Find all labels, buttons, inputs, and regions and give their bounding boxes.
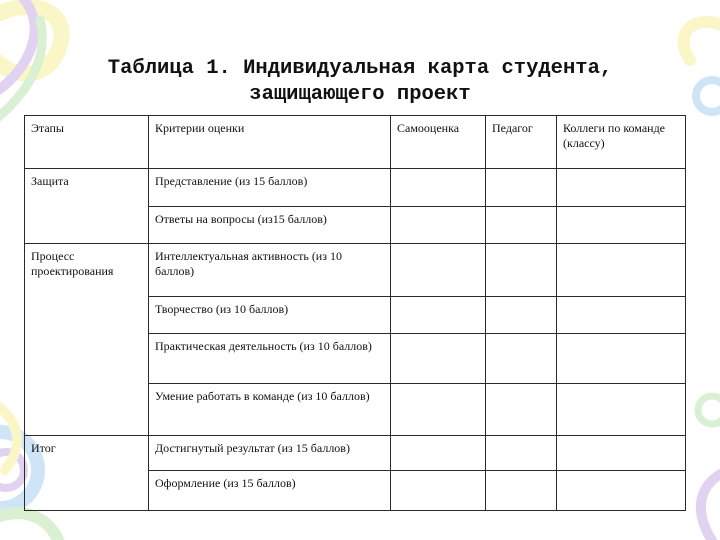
- header-teacher: Педагог: [486, 116, 557, 169]
- table-row: [25, 169, 686, 207]
- header-self-assessment: Самооценка: [391, 116, 486, 169]
- title-line-1: Таблица 1. Индивидуальная карта студента,: [107, 57, 613, 80]
- page-title: [40, 56, 680, 108]
- stage-design-process: Процесс проектирования: [25, 244, 149, 436]
- score-cell-self[interactable]: [391, 244, 486, 297]
- score-cell-peers[interactable]: [557, 471, 686, 511]
- score-cell-teacher[interactable]: [486, 384, 557, 436]
- title-line-2: защищающего проект: [249, 83, 471, 106]
- score-cell-peers[interactable]: [557, 297, 686, 334]
- score-cell-teacher[interactable]: [486, 207, 557, 244]
- score-cell-self[interactable]: [391, 334, 486, 384]
- criterion-creativity: Творчество (из 10 баллов): [149, 297, 391, 334]
- corner-swirl-bottom-right: [698, 396, 720, 540]
- score-cell-peers[interactable]: [557, 334, 686, 384]
- score-cell-self[interactable]: [391, 169, 486, 207]
- score-cell-teacher[interactable]: [486, 436, 557, 471]
- criterion-teamwork: Умение работать в команде (из 10 баллов): [149, 384, 391, 436]
- score-cell-peers[interactable]: [557, 207, 686, 244]
- stage-result: Итог: [25, 436, 149, 511]
- score-cell-self[interactable]: [391, 207, 486, 244]
- criterion-achieved-result: Достигнутый результат (из 15 баллов): [149, 436, 391, 471]
- score-cell-peers[interactable]: [557, 244, 686, 297]
- criterion-practical-activity: Практическая деятельность (из 10 баллов): [149, 334, 391, 384]
- stage-defense: Защита: [25, 169, 149, 244]
- header-peers: Коллеги по команде (классу): [557, 116, 686, 169]
- score-cell-self[interactable]: [391, 297, 486, 334]
- score-cell-self[interactable]: [391, 384, 486, 436]
- table-row: [25, 436, 686, 471]
- score-cell-teacher[interactable]: [486, 471, 557, 511]
- score-cell-self[interactable]: [391, 471, 486, 511]
- score-cell-peers[interactable]: [557, 436, 686, 471]
- corner-swirl-top-right: [684, 22, 720, 112]
- criterion-intellectual-activity: Интеллектуальная активность (из 10 баллов): [149, 244, 391, 297]
- criterion-presentation: Представление (из 15 баллов): [149, 169, 391, 207]
- score-cell-teacher[interactable]: [486, 297, 557, 334]
- criterion-answers: Ответы на вопросы (из15 баллов): [149, 207, 391, 244]
- score-cell-teacher[interactable]: [486, 169, 557, 207]
- criterion-formatting: Оформление (из 15 баллов): [149, 471, 391, 511]
- score-cell-self[interactable]: [391, 436, 486, 471]
- table-header-row: [25, 116, 686, 169]
- student-evaluation-table: [24, 115, 686, 511]
- score-cell-peers[interactable]: [557, 384, 686, 436]
- score-cell-peers[interactable]: [557, 169, 686, 207]
- header-criteria: Критерии оценки: [149, 116, 391, 169]
- table-row: [25, 244, 686, 297]
- score-cell-teacher[interactable]: [486, 334, 557, 384]
- header-stages: Этапы: [25, 116, 149, 169]
- score-cell-teacher[interactable]: [486, 244, 557, 297]
